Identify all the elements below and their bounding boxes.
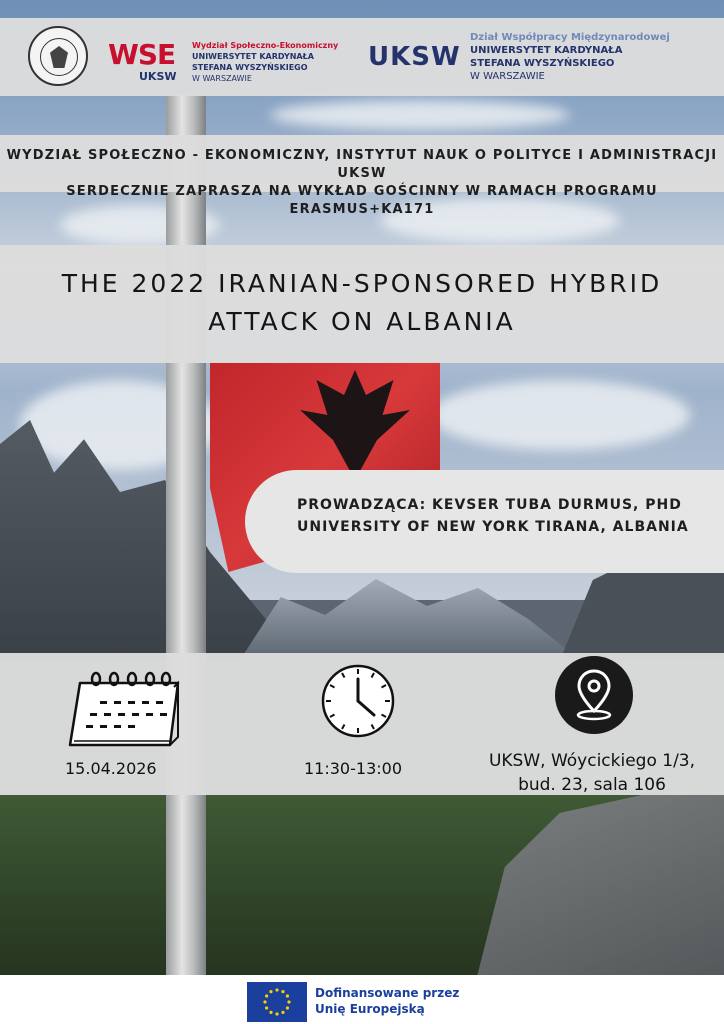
event-time: 11:30-13:00: [304, 759, 402, 778]
calendar-icon: [66, 671, 182, 749]
wse-faculty-name: Wydział Społeczno-Ekonomiczny: [192, 41, 339, 50]
invitation-line1: WYDZIAŁ SPOŁECZNO - EKONOMICZNY, INSTYTUT NAUK O POLITYCE I ADMINISTRACJI UKSW: [6, 148, 718, 181]
invitation-line2: SERDECZNIE ZAPRASZA NA WYKŁAD GOŚCINNY W RAMACH PROGRAMU ERASMUS+KA171: [66, 184, 658, 217]
lecture-title-line2: ATTACK ON ALBANIA: [208, 307, 516, 336]
title-band: [0, 245, 724, 363]
sticker-pole: [166, 95, 206, 975]
invitation-text: [0, 147, 724, 219]
lecturer-name: PROWADZĄCA: KEVSER TUBA DURMUS, PHD: [297, 497, 682, 513]
location-pin-icon: [554, 655, 634, 735]
lecture-title: [0, 265, 724, 341]
wse-university-line1: UNIWERSYTET KARDYNAŁA: [192, 52, 314, 61]
lecture-title-line1: THE 2022 IRANIAN-SPONSORED HYBRID: [61, 269, 663, 298]
funding-text: [315, 985, 459, 1017]
event-date: 15.04.2026: [65, 759, 157, 778]
uksw-university-line2: STEFANA WYSZYŃSKIEGO: [470, 58, 615, 69]
event-location: [460, 749, 724, 797]
uksw-logo-caption: [470, 31, 670, 83]
uksw-university-line1: UNIWERSYTET KARDYNAŁA: [470, 45, 623, 56]
lecturer-pill: [245, 470, 724, 573]
wse-logo-caption: [192, 40, 338, 84]
wse-university-city: W WARSZAWIE: [192, 74, 252, 83]
lecturer-affiliation: UNIVERSITY OF NEW YORK TIRANA, ALBANIA: [297, 519, 689, 535]
lecturer-info: [297, 494, 689, 538]
eu-flag-icon: [247, 982, 307, 1022]
wse-logo-text: WSE: [108, 38, 176, 71]
funding-line2: Unię Europejską: [315, 1002, 425, 1016]
funding-line1: Dofinansowane przez: [315, 986, 460, 1000]
uksw-university-city: W WARSZAWIE: [470, 71, 545, 82]
cloud: [270, 100, 570, 130]
invitation-band: [0, 135, 724, 217]
event-info-band: [0, 653, 724, 795]
wse-logo-subtext: UKSW: [139, 70, 177, 83]
logo-band: [0, 18, 724, 96]
uksw-department-name: Dział Współpracy Międzynarodowej: [470, 32, 670, 43]
clock-icon: [320, 663, 396, 739]
event-location-line1: UKSW, Wóycickiego 1/3,: [488, 751, 696, 771]
uksw-logo-text: UKSW: [368, 42, 461, 72]
funding-footer: [0, 975, 724, 1024]
wse-university-line2: STEFANA WYSZYŃSKIEGO: [192, 63, 308, 72]
cloud: [430, 380, 690, 450]
event-location-line2: bud. 23, sala 106: [518, 775, 666, 795]
university-seal-logo: [28, 26, 88, 86]
